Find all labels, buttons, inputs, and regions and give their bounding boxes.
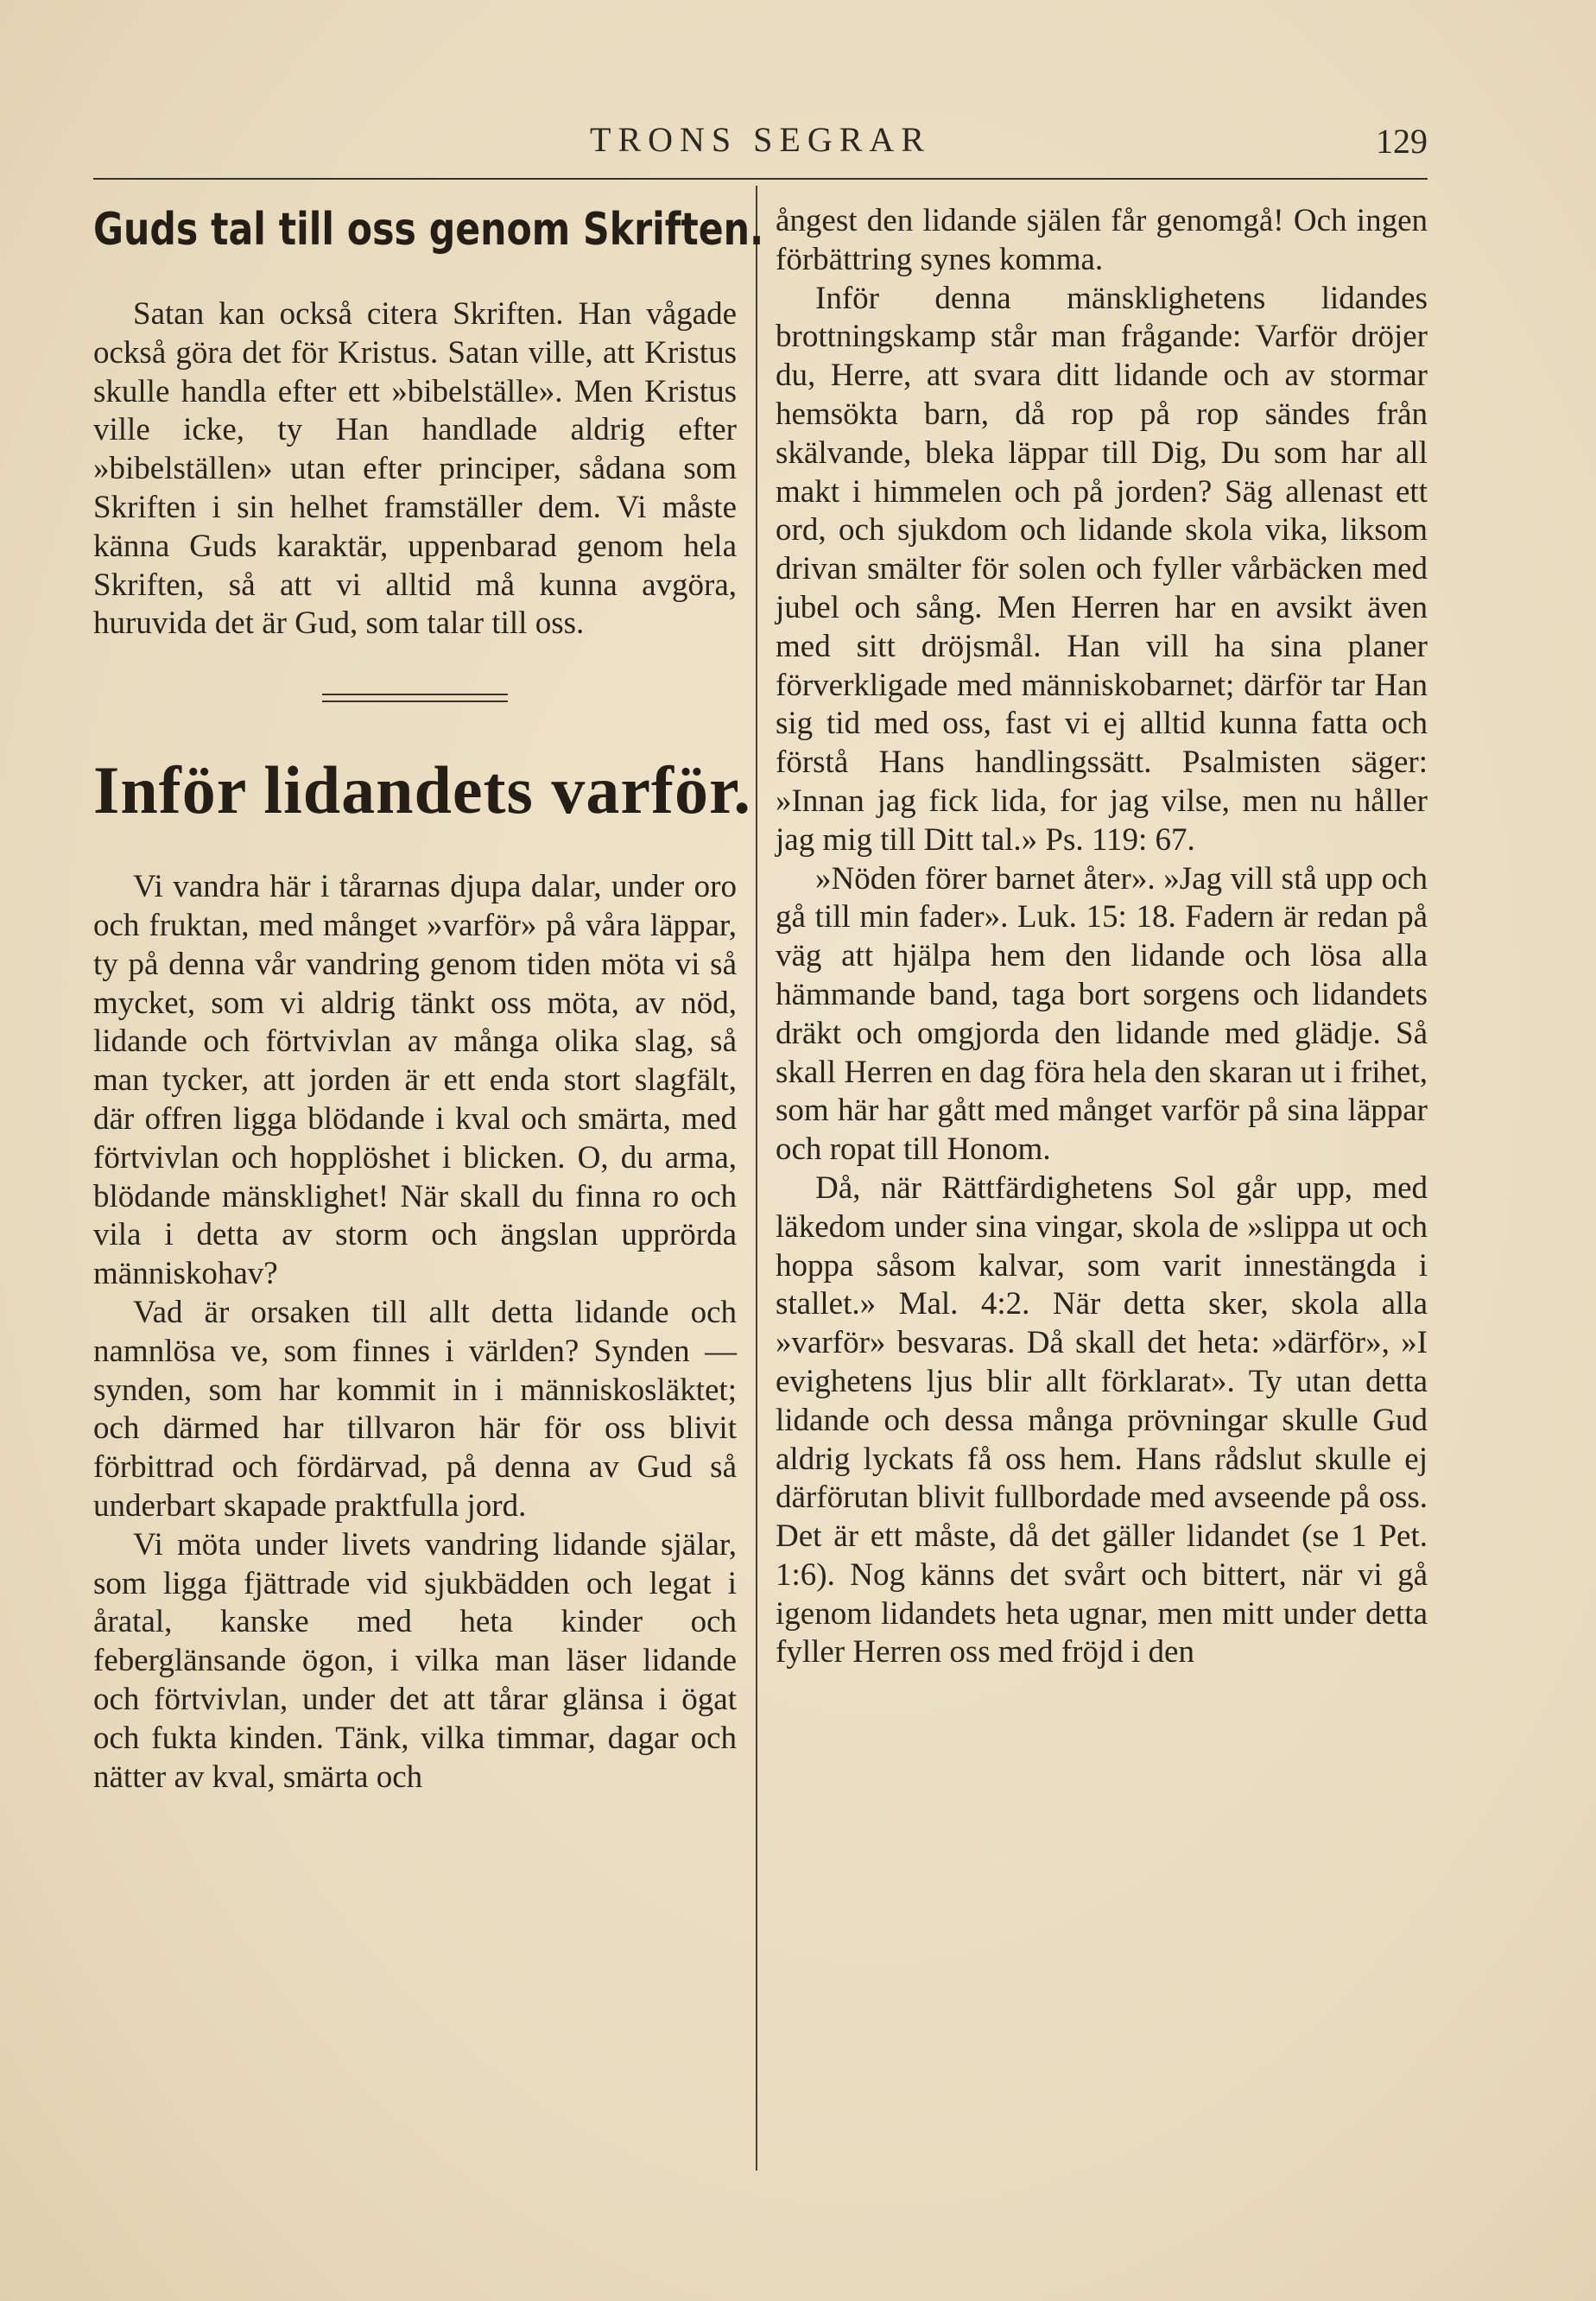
article2-paragraph: Då, när Rättfärdighetens Sol går upp, med läkedom under sina vingar, skola de »slippa ut och hoppa såsom kalvar, som varit innestängda i stallet.» Mal. 4:2. När detta sker, skola alla »varför» besvaras. Då skall det heta: »därför», »I evighetens ljus blir allt förklarat». Ty utan detta lidande och dessa många prövningar skulle Gud aldrig lyckats få oss hem. Hans rådslut skulle ej därförutan blivit fullbordade med avseende på oss. Det är ett måste, då det gäller lidandet (se 1 Pet. 1:6). Nog känns det svårt och bittert, när vi gå igenom lidandets heta ugnar, men mitt under detta fyller Herren oss med fröjd i den [776,1170,1428,1670]
article2-paragraph: Vi vandra här i tårarnas djupa dalar, under oro och fruktan, med månget »varför» på våra läppar, ty på denna vår vandring genom tiden möta vi så mycket, som vi aldrig tänkt oss möta, av nöd, lidande och förtvivlan av många olika slag, så man tycker, att jorden är ett enda stort slagfält, där offren ligga blödande i kval och smärta, med förtvivlan och hopplöshet i blicken. O, du arma, blödande mänsklighet! När skall du finna ro och vila i detta av storm och ängslan upprörda människohav? [93,869,737,1292]
article1-paragraph: Satan kan också citera Skriften. Han vågade också göra det för Kristus. Satan ville, att Kristus skulle handla efter ett »bibelställe». Men Kristus ville icke, ty Han handlade aldrig efter »bibelställen» utan efter principer, sådana som Skriften i sin helhet framställer dem. Vi måste känna Guds karaktär, uppenbarad genom hela Skriften, så att vi alltid må kunna avgöra, huruvida det är Gud, som talar till oss. [93,296,737,642]
running-title: TRONS SEGRAR [590,120,931,159]
article2-continuation: ångest den lidande själen får genomgå! Och ingen förbättring synes komma. [776,203,1428,277]
page-number: 129 [1376,122,1428,161]
article1-title: Guds tal till oss genom Skriften. [93,204,764,256]
article2-paragraph: »Nöden förer barnet åter». »Jag vill stå upp och gå till min fader». Luk. 15: 18. Fadern är redan på väg att hjälpa hem den lidande och lösa alla hämmande band, taga bort sorgens och lidandets dräkt och omgjorda den lidande med glädje. Så skall Herren en dag föra hela den skaran ut i frihet, som här har gått med månget varför på sina läppar och ropat till Honom. [776,860,1428,1168]
article2-paragraph: Vad är orsaken till allt detta lidande och namnlösa ve, som finnes i världen? Synden — synden, som har kommit in i människosläktet; och därmed har tillvaron här för oss blivit förbittrad och fördärvad, på denna av Gud så underbart skapade praktfulla jord. [93,1294,737,1524]
page-header [93,119,1428,168]
header-rule [93,178,1428,180]
section-divider [322,694,508,702]
right-column [776,202,1428,1672]
article2-paragraph: Inför denna mänsklighetens lidandes brottningskamp står man frågande: Varför dröjer du, Herre, att svara ditt lidande och av stormar hemsökta barn, då rop på rop sändes från skälvande, bleka läppar till Dig, Du som har all makt i himmelen och på jorden? Säg allenast ett ord, och sjukdom och lidande skola vika, liksom drivan smälter för solen och fyller vårbäcken med jubel och sång. Men Herren har en avsikt även med sitt dröjsmål. Han vill ha sina planer förverkligade med människobarnet; därför tar Han sig tid med oss, fast vi ej alltid kunna fatta och förstå Hans handlingssätt. Psalmisten säger: »Innan jag fick lida, for jag vilse, men nu håller jag mig till Ditt tal.» Ps. 119: 67. [776,280,1428,858]
article2-paragraph: Vi möta under livets vandring lidande själar, som ligga fjättrade vid sjukbädden och legat i åratal, kanske med heta kinder och feberglänsande ögon, i vilka man läser lidande och förtvivlan, under det att tårar glänsa i ögat och fukta kinden. Tänk, vilka timmar, dagar och nätter av kval, smärta och [93,1526,737,1795]
article2-title: Inför lidandets varför. [93,752,751,828]
column-divider [756,186,757,2171]
left-column [93,202,764,1797]
